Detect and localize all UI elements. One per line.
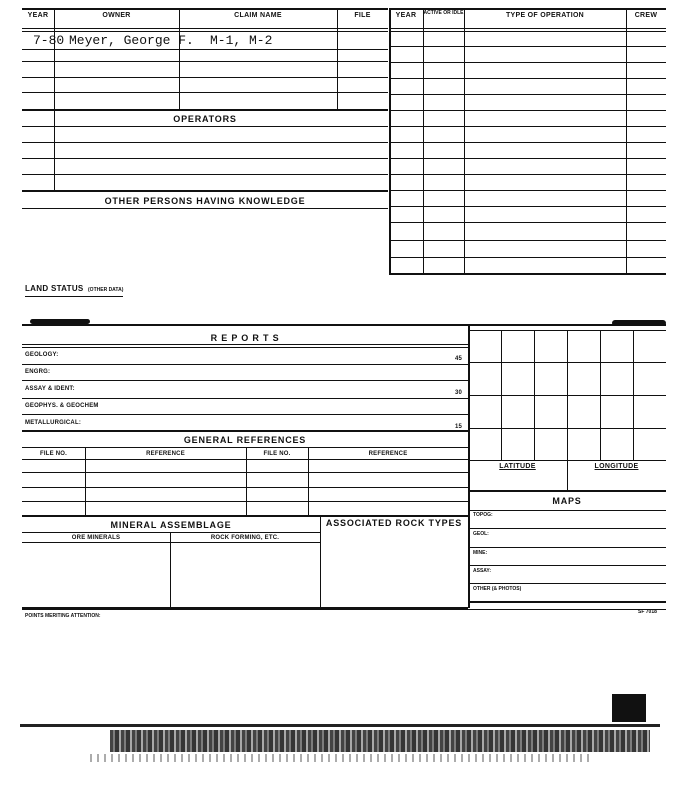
gr-reference-1-header: REFERENCE	[146, 451, 185, 457]
gr-reference-2-header: REFERENCE	[368, 451, 408, 457]
geology-num: 45	[455, 356, 463, 362]
owner-name-value: Meyer, George F.	[69, 33, 194, 48]
land-status-sub: (OTHER DATA)	[88, 287, 124, 293]
land-status-title	[25, 278, 123, 297]
active-idle-header: ACTIVE OR IDLE	[423, 10, 464, 16]
associated-rock-types-title: ASSOCIATED ROCK TYPES	[325, 518, 463, 528]
scan-blot	[612, 694, 646, 722]
form-number: SF 7018	[638, 609, 657, 615]
assay-ident-num: 30	[455, 390, 463, 396]
type-of-operation-header: TYPE OF OPERATION	[505, 12, 585, 19]
longitude-label: LONGITUDE	[594, 463, 639, 470]
gr-file-no-1-header: FILE NO.	[40, 451, 67, 457]
maps-assay-label: ASSAY:	[473, 568, 492, 574]
maps-other-label: OTHER (& PHOTOS)	[473, 586, 522, 592]
latitude-label: LATITUDE	[499, 463, 536, 470]
assay-ident-label: ASSAY & IDENT:	[25, 386, 75, 392]
reports-title: R E P O R T S	[210, 333, 280, 343]
mineral-assemblage-title: MINERAL ASSEMBLAGE	[110, 520, 232, 530]
geophys-label: GEOPHYS. & GEOCHEM	[25, 403, 99, 409]
owner-header: OWNER	[102, 12, 131, 19]
maps-geol-label: GEOL:	[473, 531, 489, 537]
maps-title: MAPS	[552, 496, 582, 506]
scan-edge-line	[20, 724, 660, 727]
owner-year-value: 7-80	[33, 33, 65, 48]
scan-noise-band	[110, 730, 650, 752]
operators-title: OPERATORS	[173, 114, 237, 124]
points-meriting-attention-label: POINTS MERITING ATTENTION:	[25, 613, 101, 619]
ore-minerals-header: ORE MINERALS	[71, 535, 121, 541]
maps-mine-label: MINE:	[473, 550, 488, 556]
general-references-title: GENERAL REFERENCES	[183, 435, 307, 445]
ops-year-header: YEAR	[395, 12, 417, 19]
metallurgical-num: 15	[455, 424, 463, 430]
year-header: YEAR	[27, 12, 49, 19]
geology-label: GEOLOGY:	[25, 352, 59, 358]
engrg-label: ENGRG:	[25, 369, 51, 375]
gr-file-no-2-header: FILE NO.	[263, 451, 291, 457]
land-status-label: LAND STATUS	[25, 284, 84, 293]
claim-name-value: M-1, M-2	[210, 33, 273, 48]
other-persons-title: OTHER PERSONS HAVING KNOWLEDGE	[104, 196, 306, 206]
scan-noise-dots	[90, 754, 590, 762]
rock-forming-header: ROCK FORMING, ETC.	[210, 535, 280, 541]
crew-header: CREW	[634, 12, 658, 19]
maps-topog-label: TOPOG:	[473, 512, 493, 518]
metallurgical-label: METALLURGICAL:	[25, 420, 82, 426]
claim-name-header: CLAIM NAME	[234, 12, 282, 19]
file-header: FILE	[354, 12, 371, 19]
